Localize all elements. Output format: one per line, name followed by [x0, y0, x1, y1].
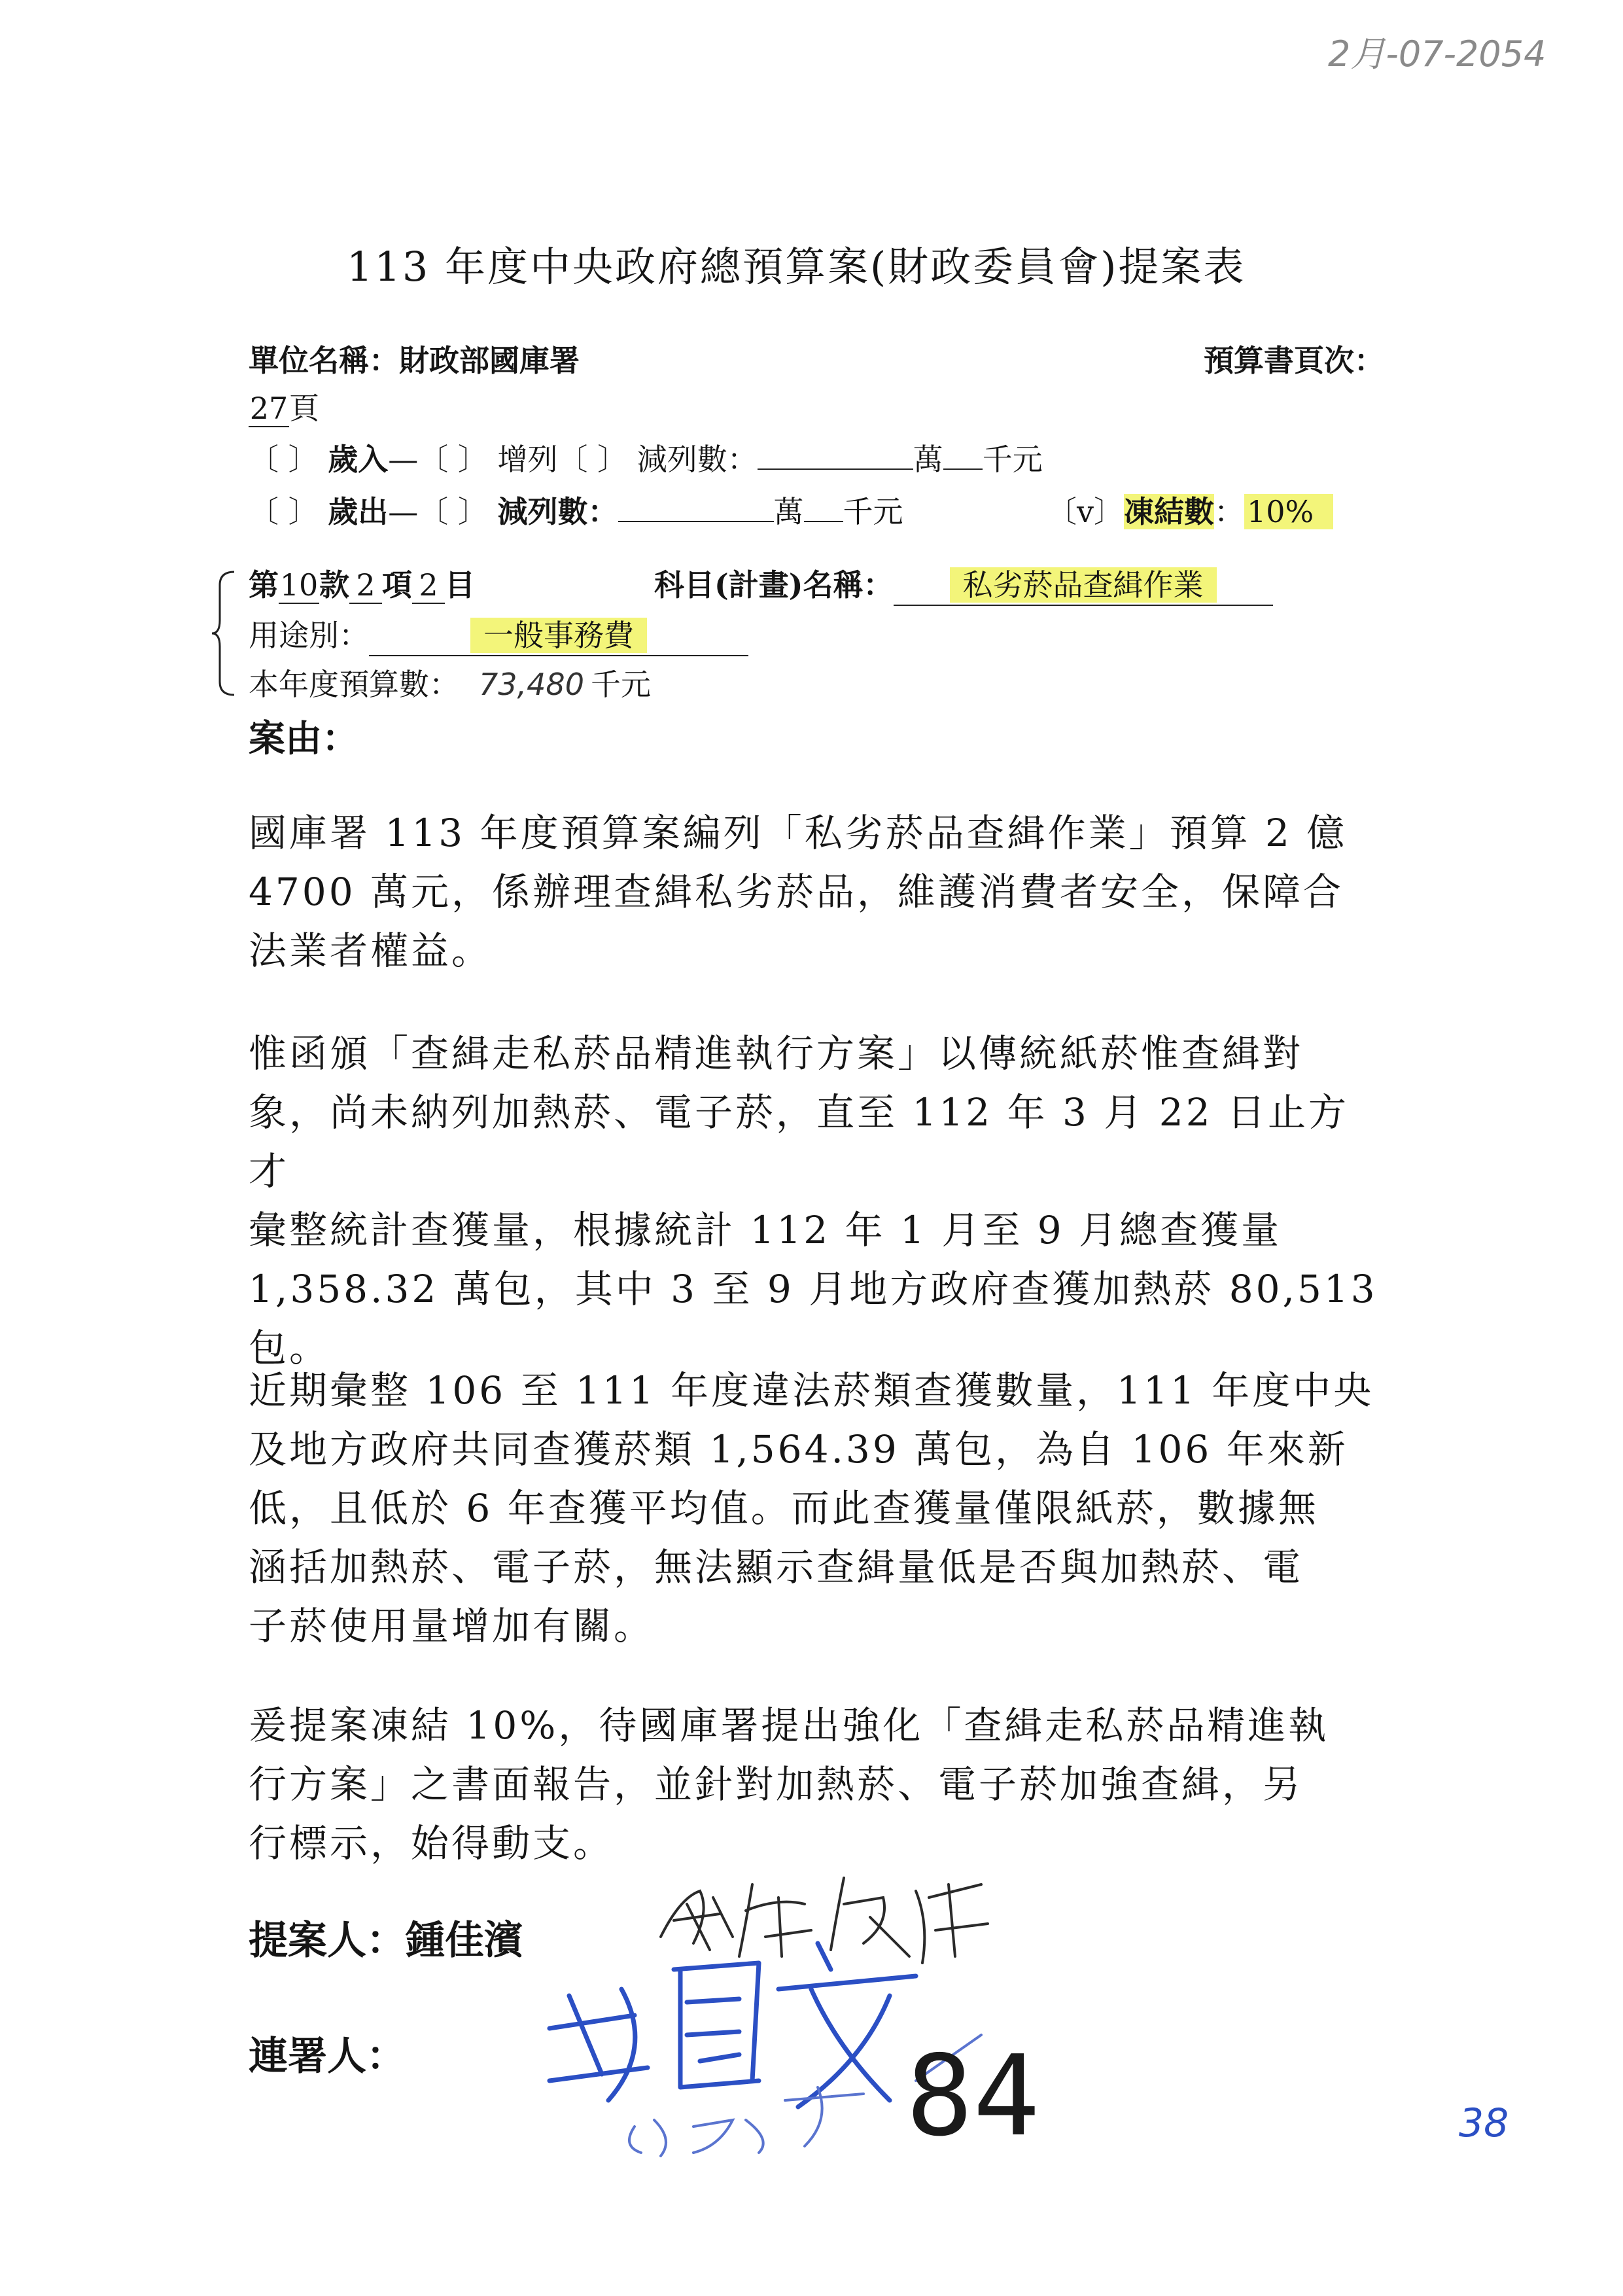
unit-name: 財政部國庫署 — [399, 343, 580, 378]
unit-label: 單位名稱： — [249, 343, 399, 378]
budget-unit: 千元 — [590, 667, 651, 702]
revenue-decrease-checkbox: 〔 〕 — [557, 442, 628, 477]
revenue-qian-yuan: 千元 — [982, 442, 1043, 477]
handwritten-number: 84 — [906, 2032, 1040, 2161]
revenue-qian-blank — [943, 468, 983, 470]
freeze-label: 凍結數 — [1124, 494, 1214, 529]
paragraph-line: 低，且低於 6 年查獲平均值。而此查獲量僅限紙菸，數據無 — [249, 1486, 1319, 1530]
item-line — [249, 561, 475, 605]
revenue-label: 歲入 — [328, 442, 389, 477]
expense-wan-blank — [618, 521, 774, 522]
usage-value: 一般事務費 — [470, 618, 647, 653]
paragraph-line: 4700 萬元，係辦理查緝私劣菸品，維護消費者安全，保障合 — [249, 870, 1344, 914]
reason-paragraph-3 — [249, 1361, 1387, 1655]
item-mu-label: 目 — [445, 567, 475, 603]
proposer-label: 提案人： — [249, 1918, 406, 1964]
expense-decrease-checkbox: 〔 〕 — [418, 494, 488, 529]
expense-wan: 萬 — [773, 494, 804, 529]
unit-name-row — [249, 337, 580, 380]
revenue-checkbox: 〔 〕 — [249, 442, 319, 477]
usage-row — [249, 612, 748, 656]
budget-label: 本年度預算數： — [249, 667, 459, 702]
expense-qian-blank — [804, 521, 843, 522]
item-kuan-label: 款 — [319, 567, 349, 603]
subject-value-field — [894, 561, 1273, 606]
freeze-value: 10% — [1244, 494, 1333, 529]
freeze-colon: ： — [1214, 494, 1244, 529]
paragraph-line: 法業者權益。 — [249, 928, 493, 973]
revenue-wan-blank — [758, 468, 913, 470]
paragraph-line: 包。 — [249, 1326, 330, 1370]
paragraph-line: 1,358.32 萬包，其中 3 至 9 月地方政府查獲加熱菸 80,513 — [249, 1267, 1378, 1311]
page-ref-row — [249, 385, 319, 428]
proposer-name: 鍾佳濱 — [406, 1918, 523, 1964]
revenue-line — [249, 436, 1043, 479]
freeze-checkbox: 〔v〕 — [1047, 494, 1124, 529]
cosigner-label: 連署人： — [249, 2034, 406, 2079]
expense-decrease-label: 減列數： — [497, 494, 618, 529]
reason-paragraph-4 — [249, 1696, 1387, 1873]
paragraph-line: 及地方政府共同查獲菸類 1,564.39 萬包，為自 106 年來新 — [249, 1427, 1348, 1472]
budget-value: 73,480 — [479, 667, 584, 702]
item-kuan-value: 10 — [279, 567, 319, 603]
revenue-decrease-label: 減列數： — [637, 442, 758, 477]
revenue-increase-label: 增列 — [497, 442, 558, 477]
expense-checkbox: 〔 〕 — [249, 494, 319, 529]
usage-label: 用途別： — [249, 618, 369, 653]
paragraph-line: 象，尚未納列加熱菸、電子菸，直至 112 年 3 月 22 日止方才 — [249, 1090, 1350, 1193]
page-title: 113 年度中央政府總預算案(財政委員會)提案表 — [347, 243, 1246, 291]
reason-paragraph-2 — [249, 1024, 1387, 1377]
page-ref-suffix: 頁 — [289, 391, 319, 426]
expense-dash: — — [388, 494, 419, 529]
item-block-brace — [211, 568, 243, 699]
paragraph-line: 子菸使用量增加有關。 — [249, 1604, 655, 1648]
reason-label: 案由： — [249, 717, 358, 760]
proposer-row — [249, 1909, 523, 1966]
reason-paragraph-1 — [249, 804, 1387, 980]
item-mu-value: 2 — [412, 567, 445, 604]
paragraph-line: 爰提案凍結 10%，待國庫署提出強化「查緝走私菸品精進執 — [249, 1703, 1329, 1748]
handwritten-date: 2月-07-2054 — [1328, 33, 1546, 75]
page-ref-label: 預算書頁次： — [1204, 343, 1384, 378]
freeze-field — [1047, 488, 1333, 531]
item-xiang-label: 項 — [382, 567, 412, 603]
paragraph-line: 行標示，始得動支。 — [249, 1821, 614, 1865]
revenue-dash: — — [388, 442, 419, 477]
subject-label: 科目(計畫)名稱： — [654, 567, 894, 603]
expense-label: 歲出 — [328, 494, 389, 529]
paragraph-line: 彙整統計查獲量，根據統計 112 年 1 月至 9 月總查獲量 — [249, 1208, 1282, 1252]
budget-row — [249, 661, 651, 704]
item-xiang-value: 2 — [349, 567, 382, 604]
paragraph-line: 行方案」之書面報告，並針對加熱菸、電子菸加強查緝，另 — [249, 1762, 1304, 1807]
revenue-wan: 萬 — [913, 442, 943, 477]
page-ref-value: 27 — [249, 391, 288, 426]
usage-value-field — [369, 612, 748, 656]
revenue-increase-checkbox: 〔 〕 — [418, 442, 488, 477]
expense-line — [249, 488, 903, 531]
paragraph-line: 惟函頒「查緝走私菸品精進執行方案」以傳統紙菸惟查緝對 — [249, 1031, 1304, 1076]
subject-field — [654, 561, 1273, 606]
paragraph-line: 近期彙整 106 至 111 年度違法菸類查獲數量，111 年度中央 — [249, 1368, 1374, 1413]
item-di: 第 — [249, 567, 279, 603]
paragraph-line: 國庫署 113 年度預算案編列「私劣菸品查緝作業」預算 2 億 — [249, 811, 1348, 855]
expense-qian-yuan: 千元 — [843, 494, 903, 529]
page-number: 38 — [1459, 2100, 1509, 2146]
paragraph-line: 涵括加熱菸、電子菸，無法顯示查緝量低是否與加熱菸、電 — [249, 1545, 1304, 1589]
subject-value: 私劣菸品查緝作業 — [950, 567, 1217, 603]
